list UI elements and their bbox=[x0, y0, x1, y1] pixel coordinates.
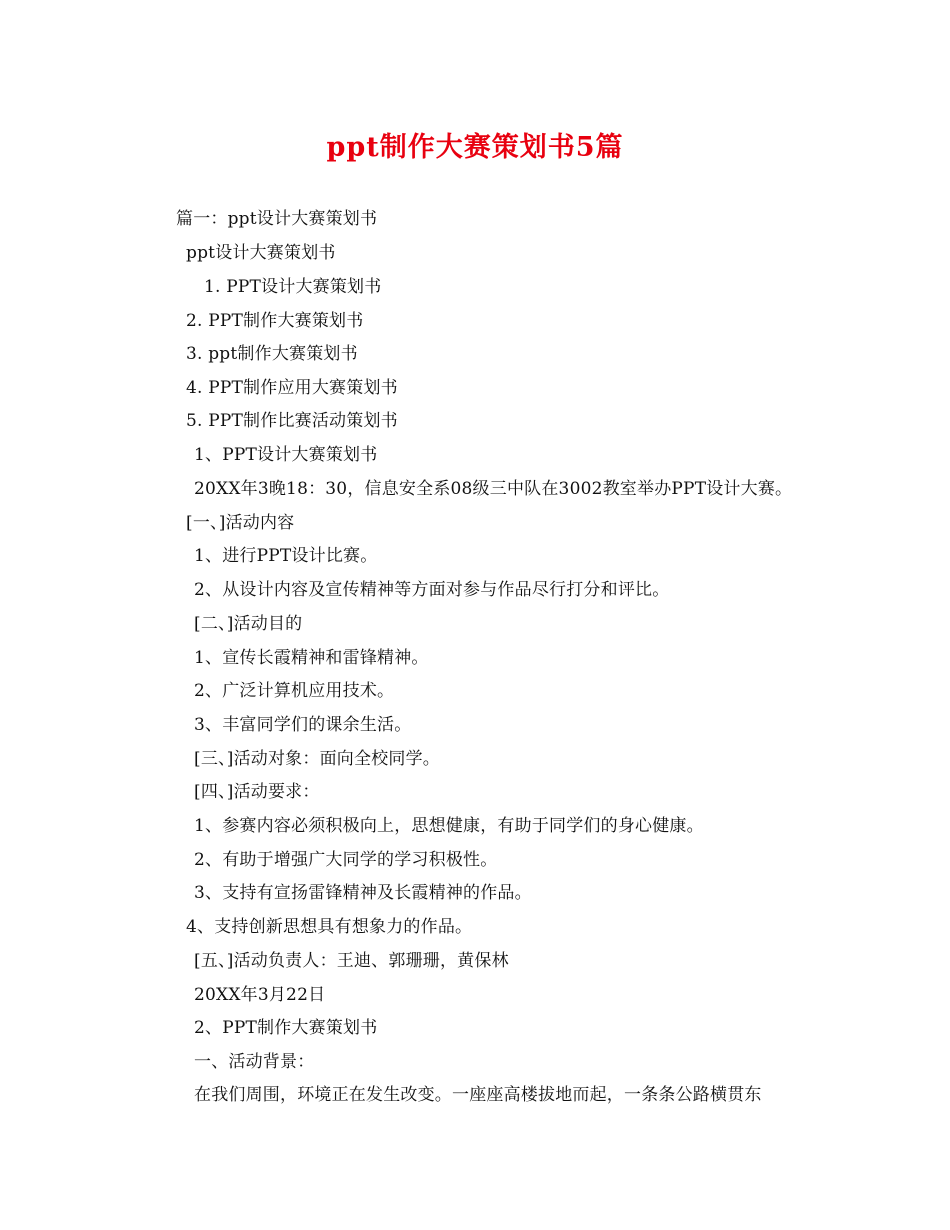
paragraph-background: 在我们周围，环境正在发生改变。一座座高楼拔地而起，一条条公路横贯东 bbox=[194, 1085, 762, 1105]
subtitle: ppt设计大赛策划书 bbox=[186, 243, 336, 263]
article-heading-2: 2、PPT制作大赛策划书 bbox=[194, 1018, 378, 1038]
toc-item-1: 1. PPT设计大赛策划书 bbox=[204, 277, 382, 297]
toc-item-5: 5. PPT制作比赛活动策划书 bbox=[186, 411, 398, 431]
subheading-background: 一、活动背景： bbox=[194, 1052, 315, 1072]
requirement-item-2: 2、有助于增强广大同学的学习积极性。 bbox=[194, 850, 498, 870]
requirement-item-3: 3、支持有宣扬雷锋精神及长霞精神的作品。 bbox=[194, 883, 532, 903]
date-line: 20XX年3月22日 bbox=[194, 985, 326, 1005]
toc-item-3: 3. ppt制作大赛策划书 bbox=[186, 344, 358, 364]
content-item-2: 2、从设计内容及宣传精神等方面对参与作品尽行打分和评比。 bbox=[194, 580, 670, 600]
requirement-item-4: 4、支持创新思想具有想象力的作品。 bbox=[186, 917, 473, 937]
subheading-requirements: [四、]活动要求： bbox=[194, 782, 320, 802]
purpose-item-1: 1、宣传长霞精神和雷锋精神。 bbox=[194, 648, 429, 668]
toc-item-2: 2. PPT制作大赛策划书 bbox=[186, 311, 364, 331]
requirement-item-1: 1、参赛内容必须积极向上，思想健康，有助于同学们的身心健康。 bbox=[194, 816, 704, 836]
article-heading-1: 1、PPT设计大赛策划书 bbox=[194, 445, 378, 465]
subheading-content: [一、]活动内容 bbox=[186, 513, 295, 533]
subheading-purpose: [二、]活动目的 bbox=[194, 614, 303, 634]
toc-item-4: 4. PPT制作应用大赛策划书 bbox=[186, 378, 398, 398]
purpose-item-3: 3、丰富同学们的课余生活。 bbox=[194, 715, 412, 735]
document-title: ppt制作大赛策划书5篇 bbox=[326, 132, 624, 163]
paragraph-intro: 20XX年3晚18：30，信息安全系08级三中队在3002教室举办PPT设计大赛。 bbox=[194, 479, 793, 499]
subheading-organizers: [五、]活动负责人：王迪、郭珊珊，黄保林 bbox=[194, 951, 509, 971]
content-item-1: 1、进行PPT设计比赛。 bbox=[194, 546, 378, 566]
subheading-audience: [三、]活动对象：面向全校同学。 bbox=[194, 749, 440, 769]
purpose-item-2: 2、广泛计算机应用技术。 bbox=[194, 681, 395, 701]
section-heading-1: 篇一：ppt设计大赛策划书 bbox=[176, 209, 378, 229]
